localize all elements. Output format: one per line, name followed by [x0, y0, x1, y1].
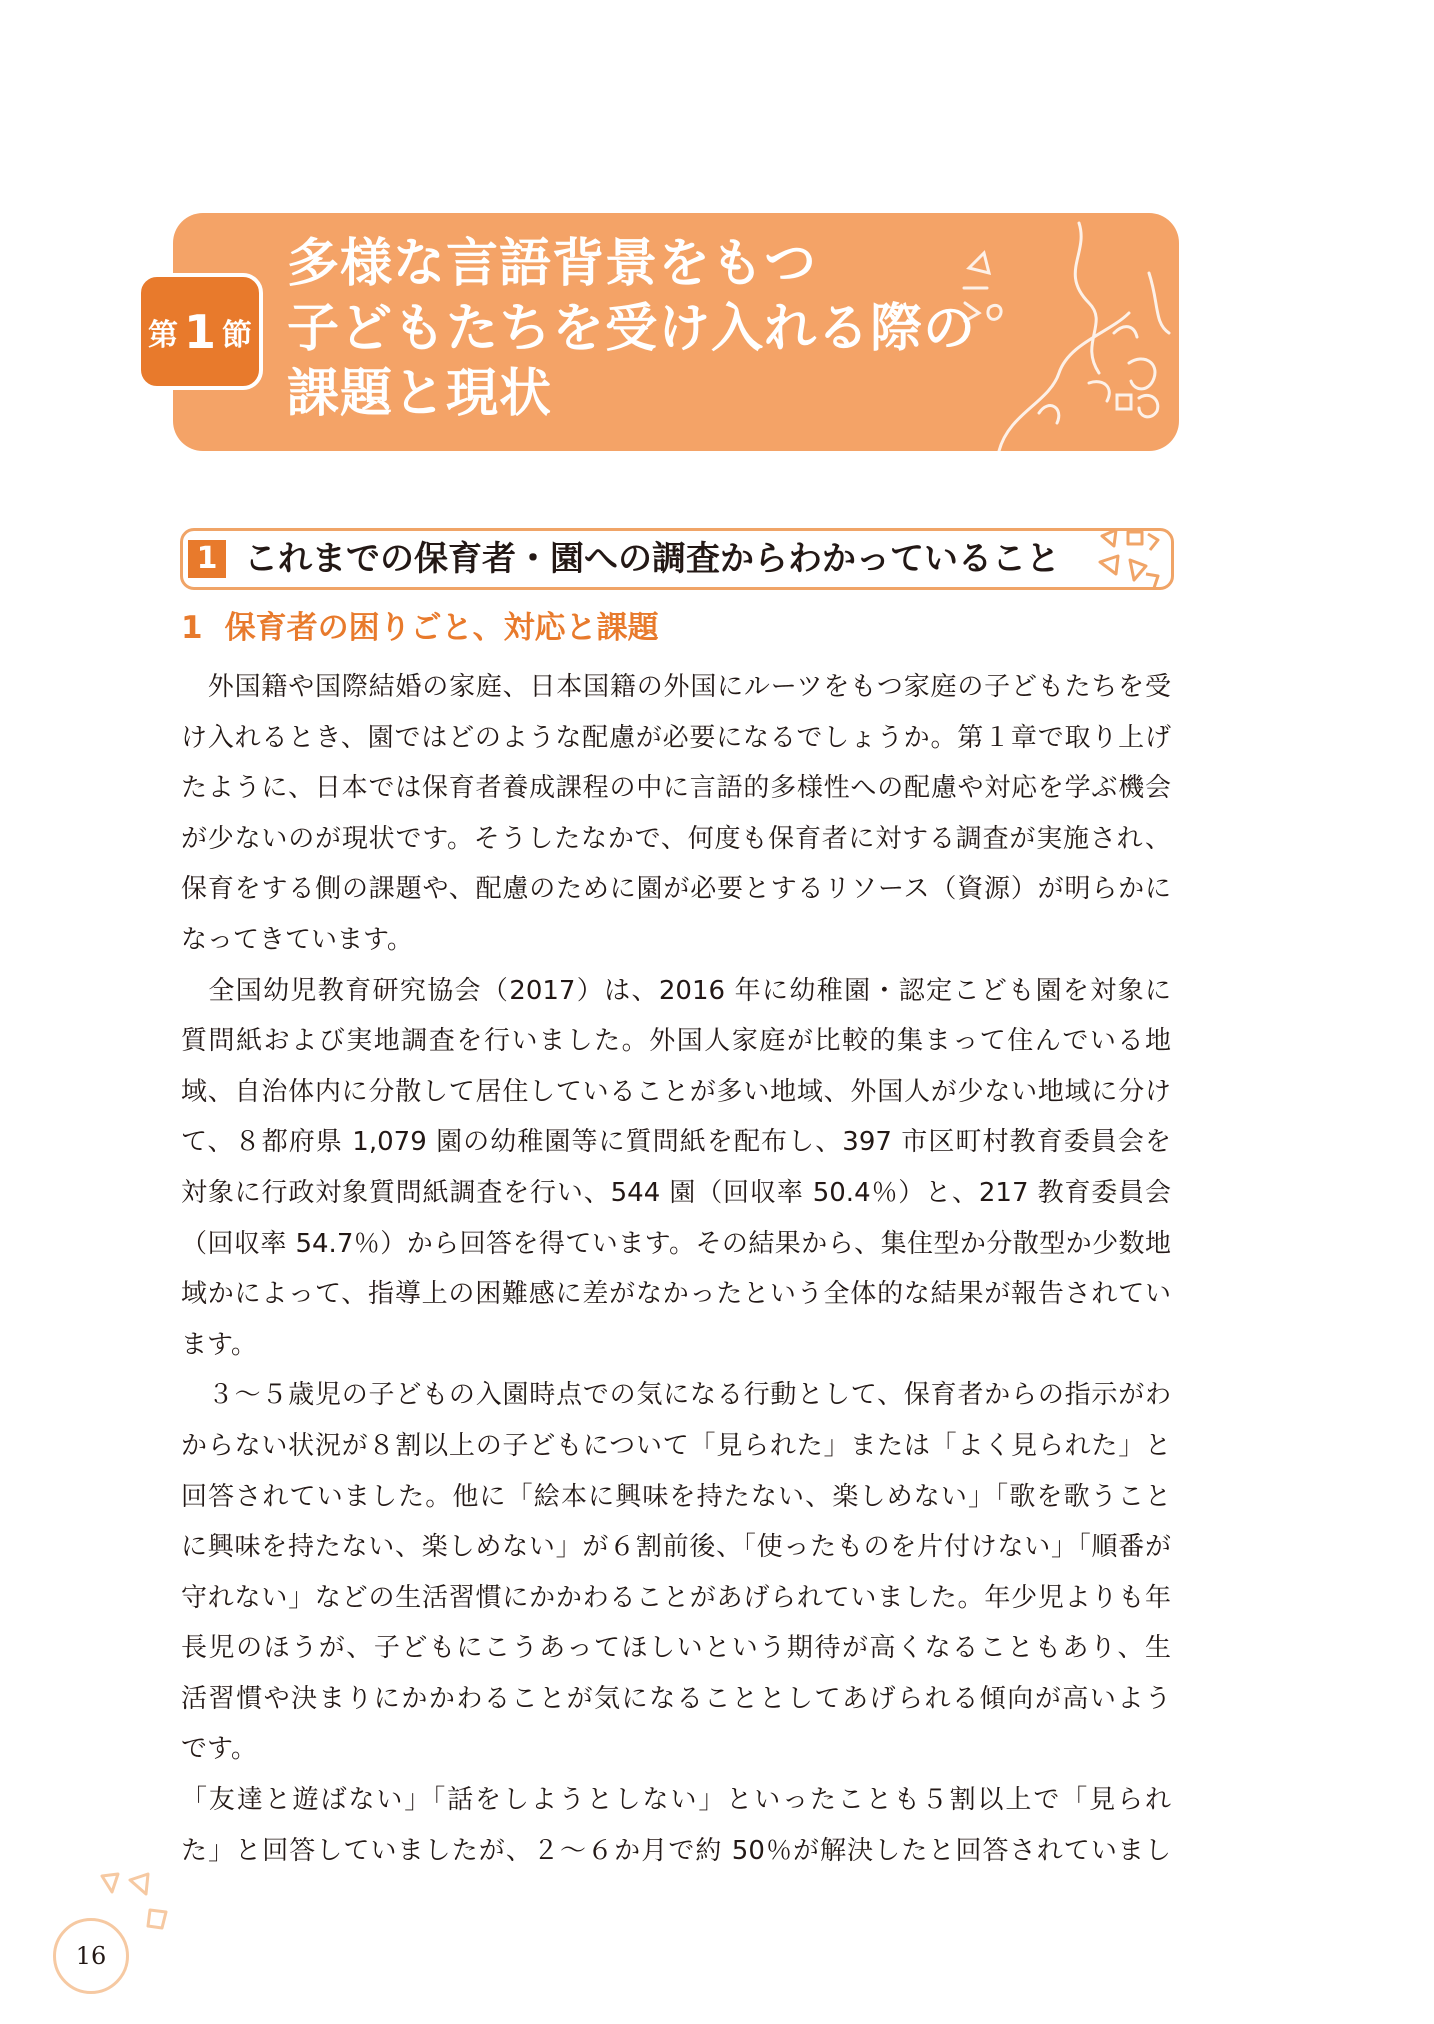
section-title [287, 232, 976, 427]
body-line: 外国籍や国際結婚の家庭、日本国籍の外国にルーツをもつ家庭の子どもたちを受 [181, 672, 1171, 702]
section-title-line: 課題と現状 [287, 364, 553, 424]
body-line: が少ないのが現状です。そうしたなかで、何度も保育者に対する調査が実施され、 [181, 823, 1171, 854]
page-number: 16 [75, 1942, 107, 1970]
body-line: （回収率 54.7％）から回答を得ています。その結果から、集住型か分散型か少数地 [181, 1228, 1171, 1259]
section-number-badge [137, 273, 263, 390]
section-title-line: 多様な言語背景をもつ [287, 234, 818, 294]
body-line: 「友達と遊ばない」「話をしようとしない」といったことも５割以上で「見られ [181, 1785, 1171, 1816]
body-line: ３～５歳児の子どもの入園時点での気になる行動として、保育者からの指示がわ [181, 1380, 1171, 1411]
body-line: 域かによって、指導上の困難感に差がなかったという全体的な結果が報告されてい [181, 1279, 1171, 1310]
body-line: なってきています。 [181, 924, 413, 955]
body-line: 活習慣や決まりにかかわることが気になることとしてあげられる傾向が高いよう [181, 1683, 1171, 1714]
body-line: 保育をする側の課題や、配慮のために園が必要とするリソース（資源）が明らかに [181, 874, 1171, 905]
body-line: 対象に行政対象質問紙調査を行い、544 園（回収率 50.4％）と、217 教育委員会 [181, 1177, 1171, 1208]
subheading-number: 1 [181, 610, 203, 646]
subsection-number: 1 [188, 540, 226, 578]
subheading-title: 保育者の困りごと、対応と課題 [224, 610, 659, 646]
body-line: ます。 [181, 1329, 257, 1360]
section-badge-prefix: 第 [147, 317, 178, 353]
body-line: け入れるとき、園ではどのような配慮が必要になるでしょうか。第１章で取り上げ [181, 722, 1171, 753]
body-line: 守れない」などの生活習慣にかかわることがあげられていました。年少児よりも年 [181, 1582, 1171, 1613]
section-badge-suffix: 節 [222, 317, 252, 353]
body-line: た」と回答していましたが、２～６か月で約 50％が解決したと回答されていまし [181, 1835, 1171, 1866]
body-line: たように、日本では保育者養成課程の中に言語的多様性への配慮や対応を学ぶ機会 [181, 773, 1171, 804]
body-line: て、８都府県 1,079 園の幼稚園等に質問紙を配布し、397 市区町村教育委員会を [181, 1127, 1171, 1158]
section-badge-number: 1 [183, 304, 216, 359]
body-line: 長児のほうが、子どもにこうあってほしいという期待が高くなることもあり、生 [181, 1633, 1171, 1664]
body-line: 回答されていました。他に「絵本に興味を持たない、楽しめない」「歌を歌うこと [181, 1481, 1171, 1512]
body-text [181, 662, 1171, 1876]
subsection-title: これまでの保育者・園への調査からわかっていること [244, 539, 1060, 579]
subheading [181, 606, 659, 650]
body-line: 全国幼児教育研究協会（2017）は、2016 年に幼稚園・認定こども園を対象に [181, 975, 1171, 1006]
subsection-decoration-icon [1094, 526, 1164, 592]
section-title-line: 子どもたちを受け入れる際の [287, 299, 977, 359]
body-line: です。 [181, 1734, 257, 1765]
body-line: 質問紙および実地調査を行いました。外国人家庭が比較的集まって住んでいる地 [181, 1026, 1171, 1057]
body-line: に興味を持たない、楽しめない」が６割前後、「使ったものを片付けない」「順番が [181, 1532, 1171, 1563]
body-line: 域、自治体内に分散して居住していることが多い地域、外国人が少ない地域に分け [181, 1076, 1171, 1107]
body-line: からない状況が８割以上の子どもについて「見られた」または「よく見られた」と [181, 1430, 1171, 1461]
